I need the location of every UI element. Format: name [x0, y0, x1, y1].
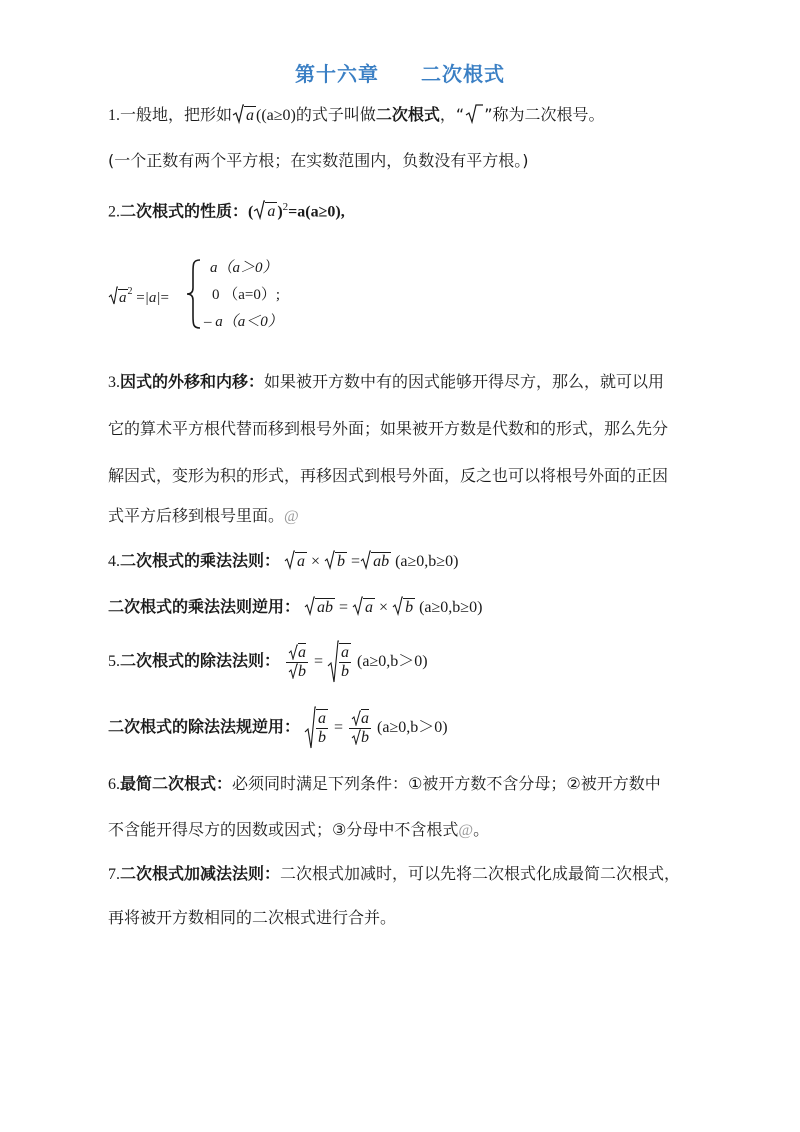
radical-sign-icon: [392, 596, 403, 616]
condition: ((a≥0): [256, 107, 296, 124]
sqrt-a: a: [232, 104, 256, 127]
section-label: 因式的外移和内移：: [120, 372, 265, 391]
condition: (a≥0,b＞0): [377, 719, 448, 736]
page-title: 第十六章 二次根式: [295, 62, 505, 86]
left-brace-icon: [186, 258, 202, 330]
section-label: 二次根式的性质：: [120, 201, 249, 221]
radical-sign-icon: [304, 596, 315, 616]
radical-sign-icon: [108, 286, 118, 306]
case-negative: – a（a＜0）: [204, 314, 283, 330]
radical-sign-icon: [360, 550, 371, 570]
term-quadratic-radical: 二次根式: [375, 105, 440, 124]
section-label: 二次根式的乘法法则逆用：: [108, 597, 301, 616]
section-4: 4.二次根式的乘法法则： a × b = ab (a≥0,b≥0): [108, 551, 459, 570]
radical-sign-icon: [304, 706, 316, 750]
radical-sign-icon: [288, 644, 298, 660]
section-label: 二次根式的除法法则：: [120, 651, 281, 670]
case-zero: 0 （a=0）;: [212, 287, 281, 303]
section-1: 1.一般地，把形如 a ((a≥0)的式子叫做二次根式，“ ”称为二次根号。: [108, 104, 605, 127]
radical-sign-icon: [351, 729, 361, 745]
section-4-inverse: 二次根式的乘法法则逆用： ab = a × b (a≥0,b≥0): [108, 597, 483, 616]
absolute-value: |a|: [144, 290, 161, 306]
condition: (a≥0,b≥0): [395, 553, 459, 570]
fraction-a-over-b: $\frac{a}{b}$: [341, 644, 350, 681]
condition: (a≥0,b≥0): [419, 599, 483, 616]
note-square-roots: (一个正数有两个平方根；在实数范围内，负数没有平方根。): [108, 151, 529, 170]
case-positive: a（a＞0）: [210, 260, 278, 276]
definition-lead: 一般地，把形如: [120, 105, 233, 124]
at-mark: @: [458, 822, 474, 839]
property-rhs: =a(a≥0),: [288, 203, 345, 221]
fraction-sqrt-a-over-sqrt-b: $\frac{a}{b}$: [349, 710, 371, 747]
radical-sign-icon: [327, 640, 339, 684]
radical-sign-icon: [324, 550, 335, 570]
condition: (a≥0,b＞0): [357, 653, 428, 670]
section-2: 2.二次根式的性质：( a )$^2$=a(a≥0),: [108, 201, 345, 221]
radical-sign-icon: [288, 663, 298, 679]
radical-sign-icon: [351, 710, 361, 726]
section-label: 二次根式加减法法则：: [120, 864, 281, 883]
at-mark: @: [284, 508, 299, 525]
radical-sign-icon: [464, 104, 484, 124]
section-5-inverse: 二次根式的除法法规逆用： $\frac{a}{b}$ = $\frac{a}{b}$ (a≥0,b＞0): [108, 706, 448, 750]
section-label: 二次根式的除法法规逆用：: [108, 717, 301, 736]
item-number: 1.: [108, 107, 120, 124]
section-label: 最简二次根式：: [120, 774, 233, 793]
section-label: 二次根式的乘法法则：: [120, 551, 281, 570]
radical-sign-icon: [253, 200, 265, 220]
radical-sign-icon: [232, 104, 244, 124]
radical-sign-icon: [284, 550, 295, 570]
radical-sign-icon: [352, 596, 363, 616]
section-5: 5.二次根式的除法法则： $\frac{a}{b}$ = $\frac{a}{b}$ (a≥0,b＞0): [108, 640, 428, 684]
fraction-a-over-b: $\frac{a}{b}$: [318, 710, 327, 747]
fraction-sqrt-a-over-sqrt-b: $\frac{a}{b}$: [286, 644, 308, 681]
